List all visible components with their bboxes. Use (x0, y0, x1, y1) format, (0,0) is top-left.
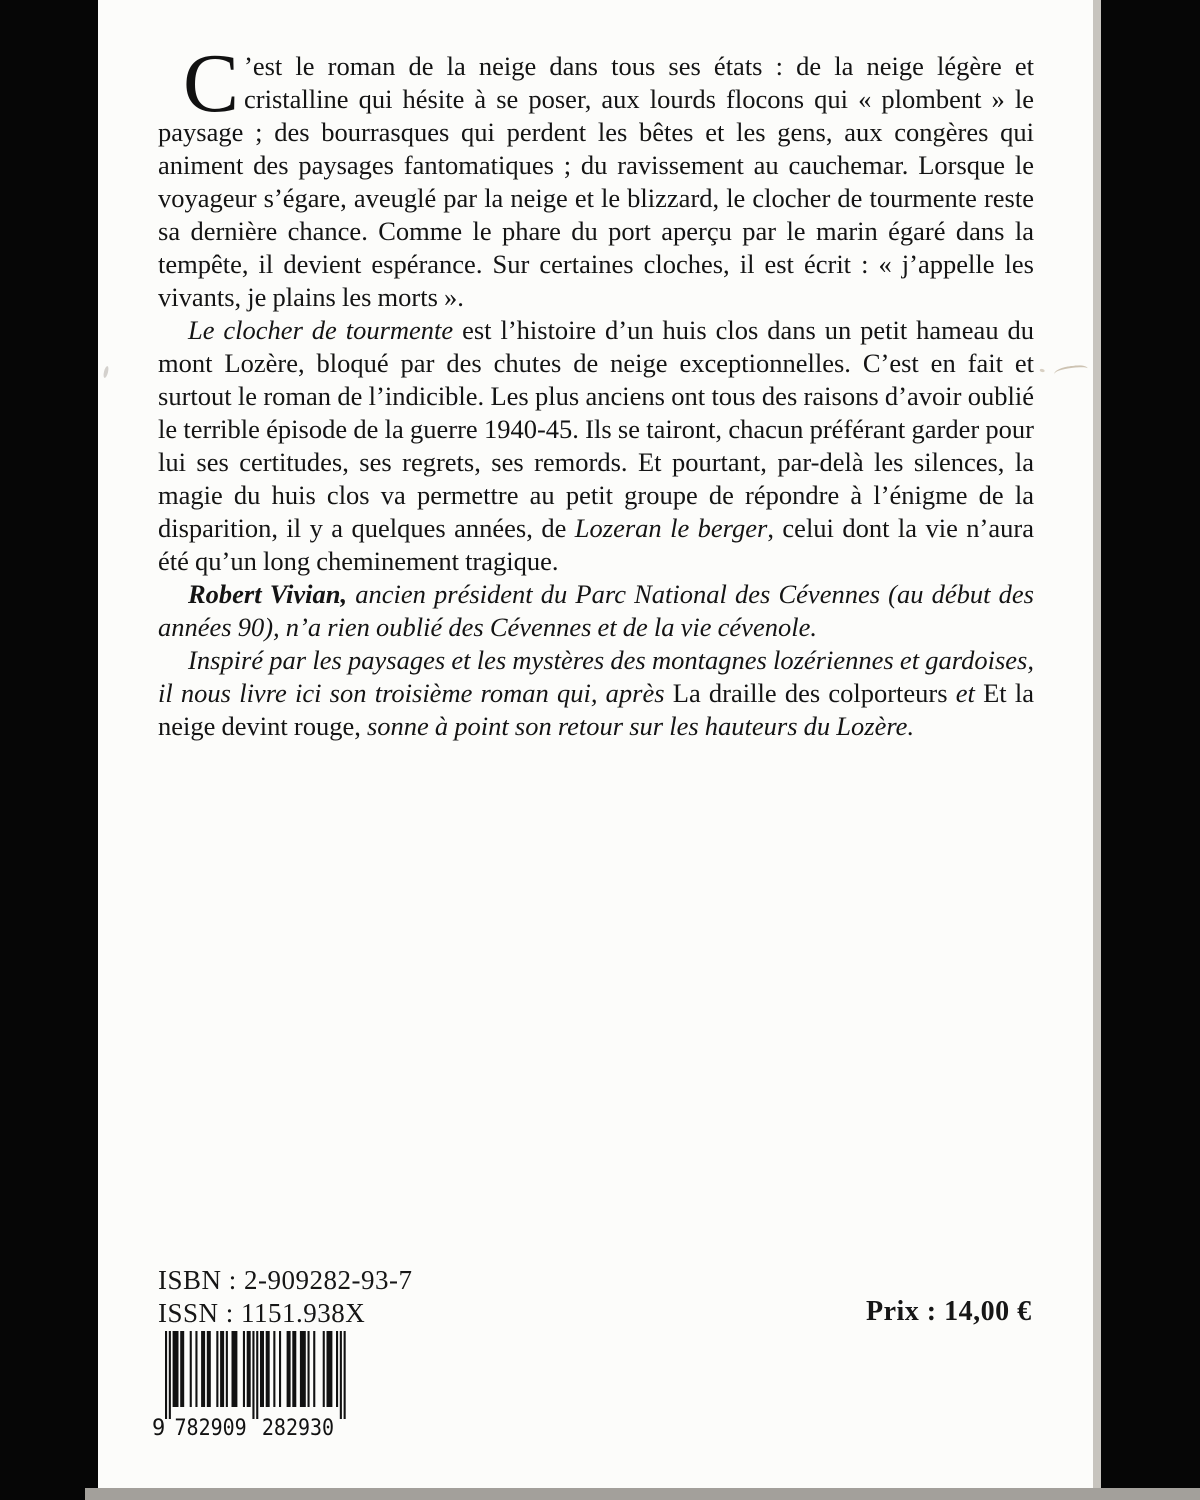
ean13-barcode (152, 1331, 356, 1437)
barcode-bar (323, 1331, 325, 1407)
synopsis-block (158, 37, 1034, 743)
synopsis-paragraph-2-tail: , celui dont la vie n’aura été qu’un long cheminement tragique. (158, 513, 1034, 576)
synopsis-paragraph-1 (158, 37, 1034, 314)
isbn-line: ISBN : 2-909282-93-7 (158, 1265, 413, 1295)
barcode-bar (173, 1331, 179, 1407)
barcode-bar (226, 1331, 228, 1407)
barcode-digit-group: 9 (152, 1416, 166, 1437)
barcode-bar (252, 1331, 254, 1419)
synopsis-paragraph-2-text: est l’histoire d’un huis clos dans un petit hameau du mont Lozère, bloqué par des chutes de neige exceptionnelles. C’est en fait et surtout le roman de l’indicible. Les plus anciens ont tous des raisons d’avoir oublié le terrible épisode de la guerre 1940-45. Ils se tairont, chacun préférant garder pour lui ses certitudes, ses regrets, ses remords. Et pourtant, par-delà les silences, la magie du huis clos va permettre au petit groupe de répondre à l’énigme de la disparition, il y a quelques années, de (158, 315, 1034, 543)
issn-line: ISSN : 1151.938X (158, 1298, 366, 1328)
synopsis-paragraph-2 (158, 314, 1034, 578)
barcode-bar (287, 1331, 291, 1407)
barcode-bar (247, 1331, 251, 1407)
barcode-bar (190, 1331, 192, 1407)
note-tail-text: sonne à point son retour sur les hauteurs du Lozère. (360, 711, 915, 741)
note-lead-text: Inspiré par les paysages et les mystères des montagnes lozériennes et gardoises, il nous livre ici son troisième roman qui, après (158, 645, 1034, 708)
author-note-paragraph (158, 644, 1034, 743)
barcode-bar (260, 1331, 264, 1407)
barcode-bar (308, 1331, 310, 1407)
synopsis-paragraph-1-text: ’est le roman de la neige dans tous ses états : de la neige légère et cristalline qui hésite à se poser, aux lourds flocons qui « plombent » le paysage ; des bourrasques qui perdent les bêtes et les gens, aux congères qui animent des paysages fantomatiques ; du ravissement au cauchemar. Lorsque le voyageur s’égare, aveuglé par la neige et le blizzard, le clocher de tourmente reste sa dernière chance. Comme le phare du port aperçu par le marin égaré dans la tempête, il devient espérance. Sur certaines cloches, il est écrit : « j’appelle les vivants, je plains les morts ». (158, 51, 1034, 312)
barcode-bar (216, 1331, 218, 1407)
barcode-bar (169, 1331, 171, 1419)
scan-artifact (1053, 364, 1088, 379)
barcode-bar (292, 1331, 296, 1407)
conjunction-text: et (947, 678, 984, 708)
barcode-digit-group: 782909 (174, 1416, 247, 1437)
barcode-digit-group: 282930 (261, 1416, 335, 1437)
barcode-bar (344, 1331, 346, 1419)
author-name: Robert Vivian, (188, 579, 348, 609)
character-name-italic: Lozeran le berger (574, 513, 768, 543)
barcode-bar (201, 1331, 205, 1407)
barcode-bar (279, 1331, 281, 1407)
barcode-bar (207, 1331, 211, 1407)
dropcap-letter: C (183, 37, 240, 130)
barcode-bar (243, 1331, 245, 1407)
scan-artifact (103, 366, 110, 379)
barcode-bar (180, 1331, 184, 1407)
book-back-cover (98, 0, 1101, 1488)
barcode-bar (313, 1331, 315, 1407)
book-title-italic: Le clocher de tourmente (188, 315, 454, 345)
author-bio-text: ancien président du Parc National des Cévennes (au début des années 90), n’a rien oublié des Cévennes et de la vie cévenole. (158, 579, 1034, 642)
barcode-bar (195, 1331, 197, 1407)
barcode-bar (220, 1331, 224, 1407)
barcode-bar (232, 1331, 238, 1407)
barcode-bar (256, 1331, 258, 1419)
barcode-bar (300, 1331, 306, 1407)
barcode-bar (273, 1331, 275, 1407)
author-bio-paragraph (158, 578, 1034, 644)
barcode-bar (165, 1331, 167, 1419)
barcode-bar (340, 1331, 342, 1419)
book-title-2: Et la neige devint rouge, (158, 678, 1034, 741)
barcode-bar (327, 1331, 333, 1407)
book-title-1: La draille des colporteurs (672, 678, 948, 708)
barcode-bar (336, 1331, 338, 1407)
scanner-bed-edge (85, 1488, 1200, 1500)
price-label: Prix : 14,00 € (866, 1296, 1032, 1327)
barcode-bar (266, 1331, 270, 1407)
